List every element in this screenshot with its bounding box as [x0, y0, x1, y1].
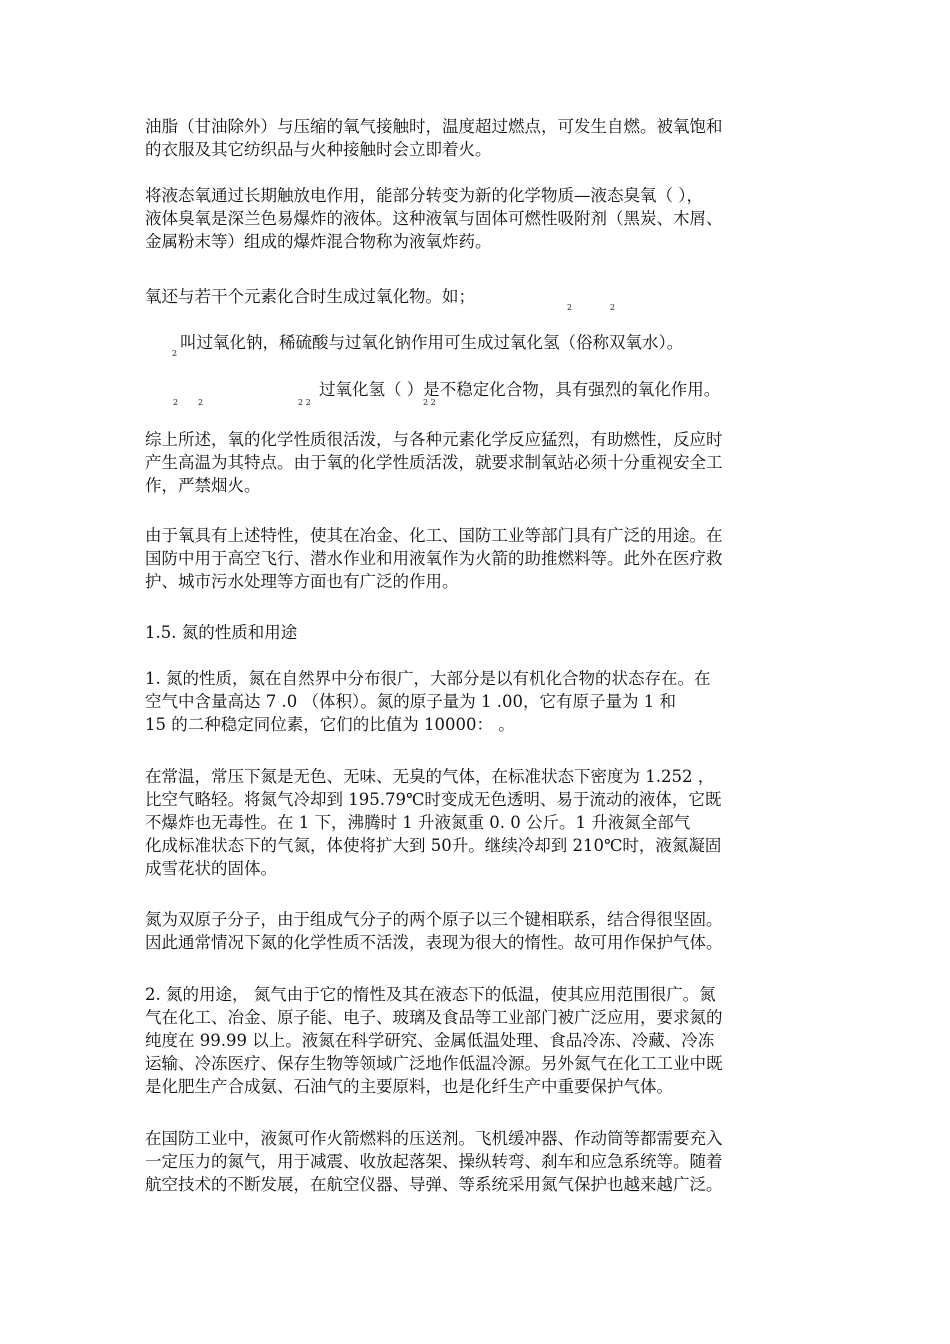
text-line: 比空气略轻。将氮气冷却到 195.79℃时变成无色透明、易于流动的液体，它既: [145, 790, 722, 809]
subscript-mark: 2: [172, 349, 178, 358]
text-line: 过氧化氢（ ）是不稳定化合物，具有强烈的氧化作用。: [319, 380, 721, 399]
text-line: 航空技术的不断发展，在航空仪器、导弹、等系统采用氮气保护也越来越广泛。: [145, 1175, 723, 1194]
paragraph-liquid-ozone: [145, 184, 810, 253]
text-line: 产生高温为其特点。由于氧的化学性质活泼，就要求制氧站必须十分重视安全工: [145, 453, 723, 472]
paragraph-oxygen-uses: [145, 524, 810, 593]
subscript-mark: 2: [610, 303, 616, 312]
text-line: 国防中用于高空飞行、潜水作业和用液氧作为火箭的助推燃料等。此外在医疗救: [145, 549, 723, 568]
paragraph-nitrogen-physical: [145, 765, 810, 880]
text-line: 2. 氮的用途， 氮气由于它的惰性及其在液态下的低温，使其应用范围很广。氮: [145, 985, 716, 1004]
text-line: 因此通常情况下氮的化学性质不活泼，表现为很大的惰性。故可用作保护气体。: [145, 933, 723, 952]
text-line: 空气中含量高达 7 .0 （体积）。氮的原子量为 1 .00，它有原子量为 1 和: [145, 692, 676, 711]
text-line: 由于氧具有上述特性，使其在冶金、化工、国防工业等部门具有广泛的用途。在: [145, 526, 723, 545]
paragraph-nitrogen-inert: [145, 908, 810, 954]
paragraph-peroxide-intro: [145, 285, 810, 308]
subscript-mark: 2 2: [298, 398, 311, 407]
paragraph-nitrogen-defense: [145, 1127, 810, 1196]
text-line: 金属粉末等）组成的爆炸混合物称为液氧炸药。: [145, 232, 492, 251]
text-line: 氧还与若干个元素化合时生成过氧化物。如；: [145, 287, 475, 306]
section-heading: [145, 621, 810, 644]
paragraph-hydrogen-peroxide: [319, 378, 950, 401]
text-line: 在国防工业中，液氮可作火箭燃料的压送剂。飞机缓冲器、作动筒等都需要充入: [145, 1129, 723, 1148]
paragraph-oil-oxygen: [145, 115, 810, 161]
text-line: 成雪花状的固体。: [145, 859, 277, 878]
text-line: 油脂（甘油除外）与压缩的氧气接触时，温度超过燃点，可发生自燃。被氧饱和: [145, 117, 723, 136]
text-line: 护、城市污水处理等方面也有广泛的作用。: [145, 572, 459, 591]
text-line: 的衣服及其它纺织品与火种接触时会立即着火。: [145, 140, 492, 159]
text-line: 15 的二种稳定同位素，它们的比值为 10000： 。: [145, 715, 515, 734]
text-line: 化成标准状态下的气氮，体使将扩大到 50升。继续冷却到 210℃时，液氮凝固: [145, 836, 722, 855]
text-line: 综上所述，氧的化学性质很活泼，与各种元素化学反应猛烈，有助燃性，反应时: [145, 430, 723, 449]
text-line: 气在化工、冶金、原子能、电子、玻璃及食品等工业部门被广泛应用，要求氮的: [145, 1008, 723, 1027]
subscript-mark: 2: [567, 303, 573, 312]
subscript-mark: 2: [198, 398, 204, 407]
paragraph-nitrogen-properties: [145, 667, 810, 736]
text-line: 将液态氧通过长期触放电作用，能部分转变为新的化学物质—液态臭氧（ ），: [145, 186, 703, 205]
subscript-mark: 2 2: [423, 398, 436, 407]
text-line: 作，严禁烟火。: [145, 476, 261, 495]
text-line: 叫过氧化钠，稀硫酸与过氧化钠作用可生成过氧化氢（俗称双氧水）。: [180, 333, 684, 352]
text-line: 纯度在 99.99 以上。液氮在科学研究、金属低温处理、食品冷冻、冷藏、冷冻: [145, 1031, 715, 1050]
paragraph-sodium-peroxide: [180, 331, 845, 354]
section-title: 1.5. 氮的性质和用途: [145, 623, 298, 642]
paragraph-nitrogen-uses: [145, 983, 810, 1098]
text-line: 在常温，常压下氮是无色、无味、无臭的气体，在标准状态下密度为 1.252 ，: [145, 767, 715, 786]
text-line: 是化肥生产合成氨、石油气的主要原料，也是化纤生产中重要保护气体。: [145, 1077, 673, 1096]
text-line: 氮为双原子分子，由于组成气分子的两个原子以三个键相联系，结合得很坚固。: [145, 910, 723, 929]
text-line: 运输、冷冻医疗、保存生物等领域广泛地作低温冷源。另外氮气在化工工业中既: [145, 1054, 723, 1073]
text-line: 一定压力的氮气，用于减震、收放起落架、操纵转弯、刹车和应急系统等。随着: [145, 1152, 723, 1171]
text-line: 不爆炸也无毒性。在 1 下，沸腾时 1 升液氮重 0. 0 公斤。1 升液氮全部气: [145, 813, 691, 832]
paragraph-oxygen-summary: [145, 428, 810, 497]
text-line: 液体臭氧是深兰色易爆炸的液体。这种液氧与固体可燃性吸附剂（黑炭、木屑、: [145, 209, 723, 228]
text-line: 1. 氮的性质，氮在自然界中分布很广，大部分是以有机化合物的状态存在。在: [145, 669, 711, 688]
subscript-mark: 2: [173, 398, 179, 407]
